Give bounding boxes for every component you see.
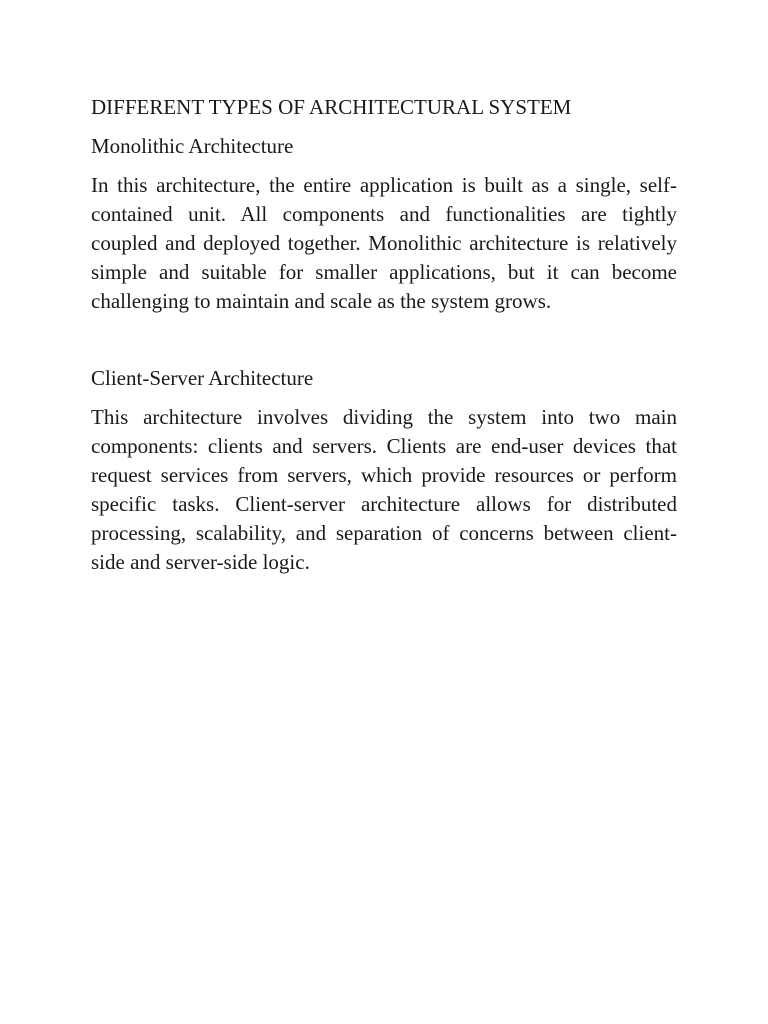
section-heading: Client-Server Architecture xyxy=(91,366,314,390)
section-client-server xyxy=(91,364,677,577)
section-paragraph: In this architecture, the entire application is built as a single, self-contained unit. All components and functionalities are tightly coupled and deployed together. Monolithic architecture is relatively simple and suitable for smaller applications, but it can become challenging to maintain and scale as the system grows. xyxy=(91,173,677,313)
document-title: DIFFERENT TYPES OF ARCHITECTURAL SYSTEM xyxy=(91,95,572,119)
section-heading: Monolithic Architecture xyxy=(91,134,294,158)
section-paragraph: This architecture involves dividing the system into two main components: clients and servers. Clients are end-user devices that request services from servers, which provide resources or perform specific tasks. Client-server architecture allows for distributed processing, scalability, and separation of concerns between client-side and server-side logic. xyxy=(91,405,677,574)
section-monolithic xyxy=(91,132,677,316)
document-page xyxy=(91,93,677,577)
